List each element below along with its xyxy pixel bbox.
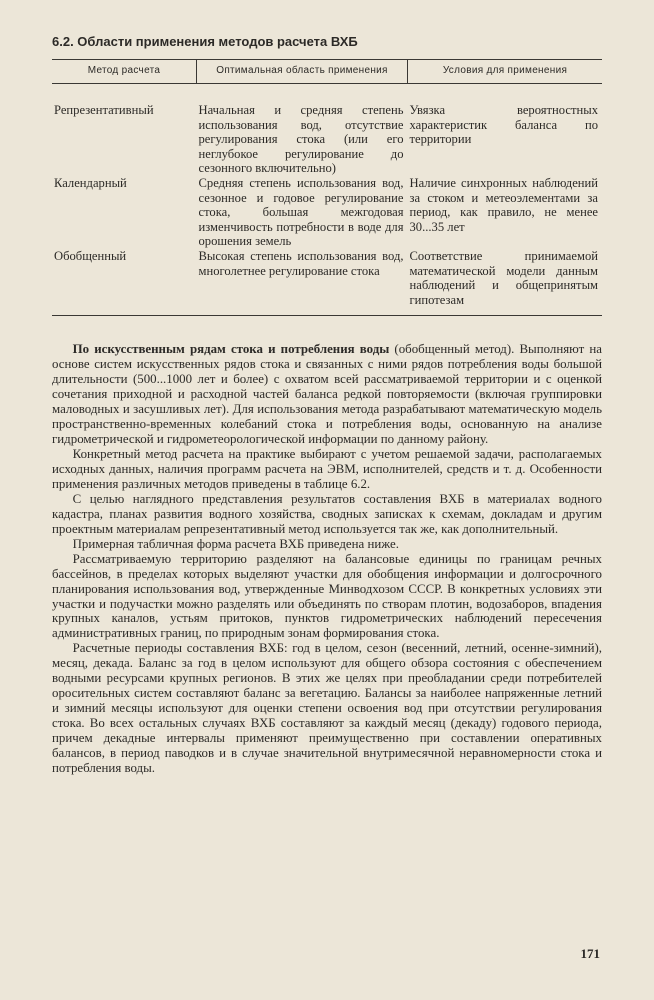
cell-conditions: Соответствие принимаемой математической модели данным наблюдений и общепринятым гипотезам [408, 249, 603, 316]
cell-area: Начальная и средняя степень использования вод, отсутствие регулирования стока (или его неглубокое регулирование до сезонного включительно) [198, 103, 404, 176]
paragraph [52, 492, 602, 537]
paragraph-lead: По искусственным рядам стока и потребления воды [72, 342, 390, 357]
cell-method: Календарный [54, 175, 127, 190]
paragraph [52, 552, 602, 642]
methods-table [52, 59, 602, 316]
paragraph-text: Рассматриваемую территорию разделяют на балансовые единицы по границам речных бассейнов, в пределах которых выделяют участки для обобщения информации и долгосрочного планирования использования вод, утвержденные Минводхозом СССР. В конкретных условиях эти участки и подучастки можно разделять или объединять по створам плотин, водозаборов, впадения крупных каналов, устьям притоков, пунктов гидрометрических наблюдений пересечения административных границ, по природным зонам формирования стока. [52, 551, 602, 641]
paragraph [52, 641, 602, 776]
paragraph-text: С целью наглядного представления результатов составления ВХБ в материалах водного кадастра, планах развития водного хозяйства, сводных записках к схемам, докладам и другим проектным материалам репрезентативный метод используется так же, как дополнительный. [52, 491, 602, 536]
header-area: Оптимальная область применения [197, 60, 408, 84]
document-page [52, 34, 602, 776]
cell-method: Репрезентативный [54, 103, 154, 117]
table-row [52, 249, 602, 316]
paragraph-text: Расчетные периоды составления ВХБ: год в целом, сезон (весенний, летний, осенне-зимний), месяц, декада. Баланс за год в целом используют для общего обзора состояния с обеспечением водными ресурсами крупных регионов. В этих же целях при преобладании среди потребителей оросительных систем составляют баланс за вегетацию. Балансы за наиболее напряженные летний и зимний месяцы используют для оценки степени освоения вод при отсутствии регулирования стока. Во всех остальных случаях ВХБ составляют за каждый месяц (декаду) годового периода, причем декадные интервалы применяют преимущественно при составлении оперативных балансов, в период паводков и в случае значительной внутримесячной неравномерности стока и потребления воды. [52, 641, 602, 775]
table-header-row [52, 60, 602, 84]
paragraph [52, 447, 602, 492]
header-method: Метод расчета [52, 60, 197, 84]
cell-conditions: Увязка вероятностных характеристик баланса по территории [409, 103, 598, 147]
table-row [52, 176, 602, 249]
cell-area: Высокая степень использования вод, многолетнее регулирование стока [197, 249, 408, 316]
cell-area: Средняя степень использования вод, сезонное и годовое регулирование стока, большая межгодовая изменчивость потребности в воде для орошения земель [198, 175, 404, 249]
body-text [52, 342, 602, 776]
paragraph-text: Примерная табличная форма расчета ВХБ приведена ниже. [72, 536, 399, 551]
section-title: 6.2. Области применения методов расчета ВХБ [52, 34, 358, 49]
header-conditions: Условия для применения [408, 60, 603, 84]
paragraph-text: Конкретный метод расчета на практике выбирают с учетом решаемой задачи, располагаемых исходных данных, наличия программ расчета на ЭВМ, исполнителей, средств и т. д. Особенности применения различных методов приведены в таблице 6.2. [52, 446, 602, 491]
cell-method: Обобщенный [52, 249, 197, 316]
paragraph [52, 537, 602, 552]
page-number: 171 [580, 946, 600, 961]
paragraph-text: (обобщенный метод). Выполняют на основе систем искусственных рядов стока и связанных с ними рядов потребления воды большой длительности (500...1000 лет и более) с охватом всей рассматриваемой территории и с оценкой сочетания приходной и расходной частей баланса редкой повторяемости (включая группировки маловодных и засушливых лет). Для использования метода разрабатывают математическую модель пространственно-временных колебаний стока и потребления воды, основанную на анализе гидрометрической и гидрометеорологической информации по данному району. [52, 342, 602, 447]
paragraph [52, 342, 602, 447]
table-row [52, 103, 602, 176]
cell-conditions: Наличие синхронных наблюдений за стоком и метеоэлементами за период, как правило, не менее 30...35 лет [409, 175, 598, 234]
